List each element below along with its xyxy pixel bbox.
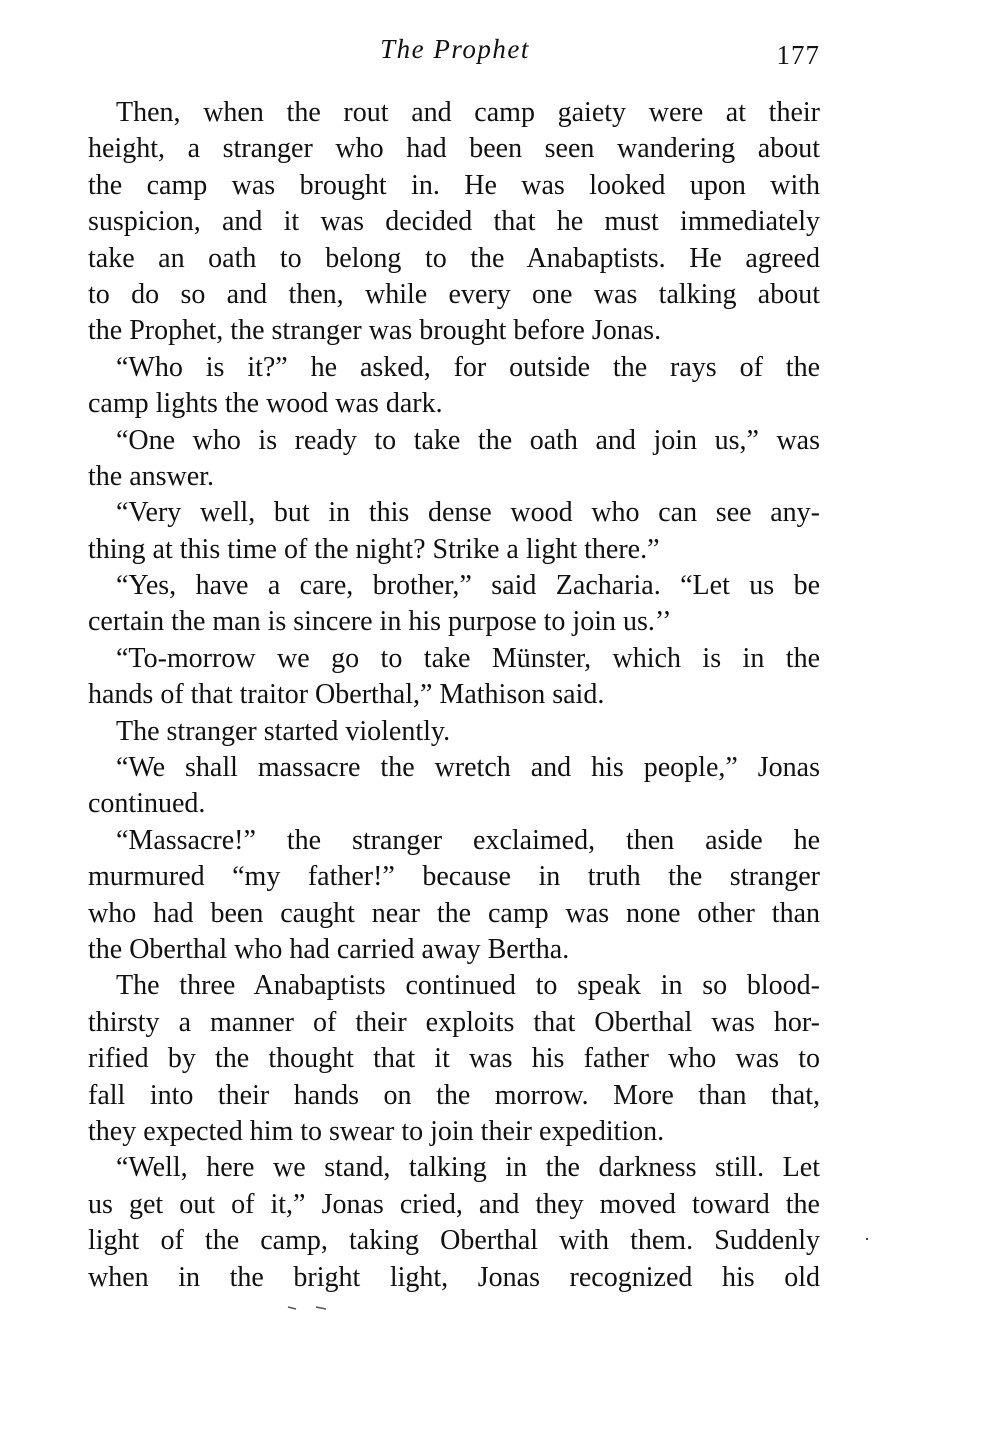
text-line: “Massacre!” the stranger exclaimed, then aside he (116, 824, 820, 856)
text-line: to do so and then, while every one was talking about (88, 278, 820, 310)
text-line: continued. (88, 788, 206, 820)
text-line: the Prophet, the stranger was brought before Jonas. (88, 315, 662, 347)
text-line: The three Anabaptists continued to speak in so blood- (116, 970, 820, 1002)
text-line: “Well, here we stand, talking in the darkness still. Let (116, 1152, 820, 1184)
text-line: certain the man is sincere in his purpose to join us.’’ (88, 606, 672, 638)
text-line: Then, when the rout and camp gaiety were at their (116, 97, 820, 128)
text-line: camp lights the wood was dark. (88, 388, 443, 420)
ink-smudge (286, 1305, 332, 1311)
page-number: 177 (776, 40, 820, 70)
text-line: The stranger started violently. (116, 715, 451, 747)
text-line: “One who is ready to take the oath and join us,” was (116, 424, 820, 456)
text-line: “Very well, but in this dense wood who can see any- (116, 497, 820, 529)
paper-speck (866, 1238, 868, 1240)
text-line: “Who is it?” he asked, for outside the rays of the (116, 351, 820, 383)
text-line: they expected him to swear to join their expedition. (88, 1115, 665, 1147)
text-line: who had been caught near the camp was none other than (88, 897, 820, 929)
text-line: the camp was brought in. He was looked upon with (88, 169, 820, 201)
paragraph (88, 423, 820, 496)
paragraph (88, 641, 820, 714)
text-line: us get out of it,” Jonas cried, and they moved toward the (88, 1188, 820, 1220)
text-line: the answer. (88, 460, 214, 492)
paragraph (88, 568, 820, 641)
text-line: the Oberthal who had carried away Bertha. (88, 933, 570, 965)
paragraph (88, 823, 820, 969)
text-line: height, a stranger who had been seen wandering about (88, 133, 820, 165)
paragraph (88, 714, 820, 750)
paragraph (88, 968, 820, 1150)
text-line: murmured “my father!” because in truth the stranger (88, 861, 820, 893)
paragraph (88, 95, 820, 350)
text-line: hands of that traitor Oberthal,” Mathison said. (88, 679, 605, 711)
text-line: “To-morrow we go to take Münster, which is in the (116, 642, 820, 674)
text-line: “Yes, have a care, brother,” said Zacharia. “Let us be (116, 570, 820, 602)
running-head (88, 34, 822, 74)
text-line: suspicion, and it was decided that he must immediately (88, 206, 820, 238)
paragraph (88, 495, 820, 568)
text-line: “We shall massacre the wretch and his people,” Jonas (116, 752, 820, 784)
paragraph (88, 350, 820, 423)
text-line: fall into their hands on the morrow. More than that, (88, 1079, 820, 1111)
text-line: take an oath to belong to the Anabaptists. He agreed (88, 242, 820, 274)
running-title: The Prophet (380, 34, 530, 64)
text-line: thirsty a manner of their exploits that Oberthal was hor- (88, 1006, 820, 1038)
paragraph (88, 750, 820, 823)
text-line: light of the camp, taking Oberthal with them. Suddenly (88, 1225, 820, 1257)
body-text (88, 95, 820, 1296)
text-line: thing at this time of the night? Strike a light there.” (88, 533, 660, 565)
paragraph (88, 1150, 820, 1296)
text-line: rified by the thought that it was his father who was to (88, 1043, 820, 1075)
text-line: when in the bright light, Jonas recognized his old (88, 1261, 820, 1293)
